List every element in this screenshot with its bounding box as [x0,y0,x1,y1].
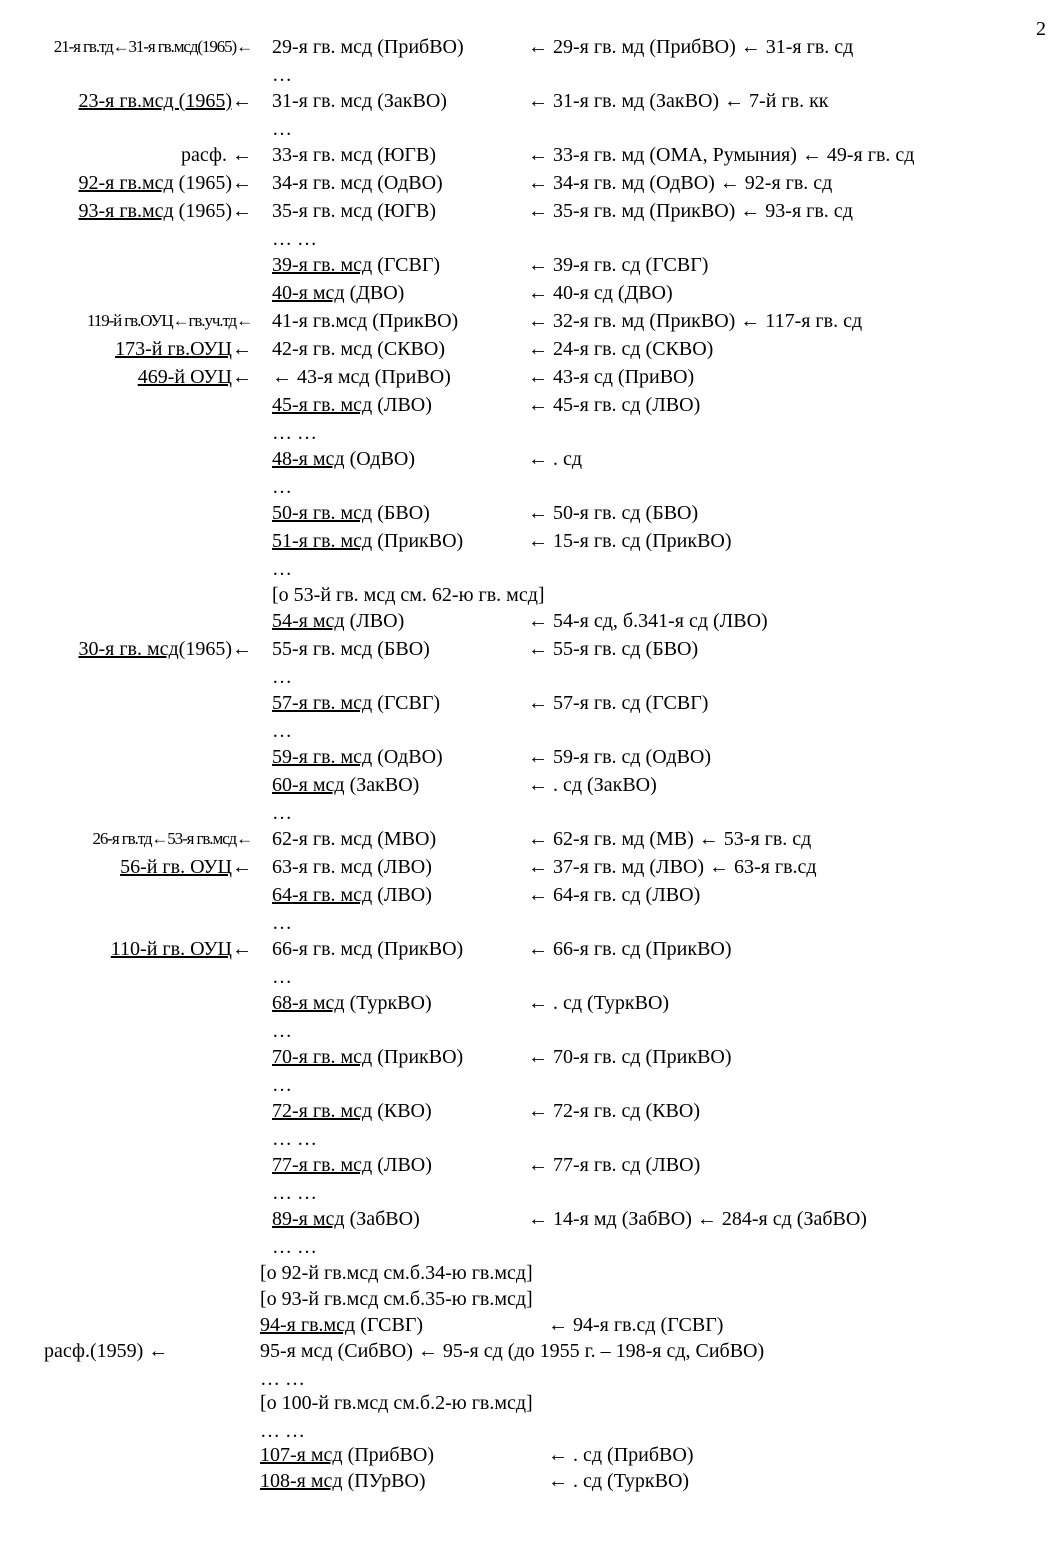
table-row [0,1044,1048,1070]
successor-cell [78,636,252,662]
division-cell [272,772,419,798]
table-row [0,1152,1048,1178]
division-text: [о 93-й гв.мсд см.б.35-ю гв.мсд] [260,1288,533,1310]
division-cell [272,910,292,936]
table-row [0,1098,1048,1124]
predecessor-cell: ← 34-я гв. мд (ОдВО) ← 92-я гв. сд [528,172,833,194]
predecessor-cell: ← 45-я гв. сд (ЛВО) [528,394,701,416]
table-row [0,528,1048,554]
division-cell [260,1468,426,1494]
table-row [0,1338,1048,1364]
division-name: 89-я мсд [272,1208,345,1230]
successor-text: ← [232,90,252,112]
division-name: 54-я мсд [272,610,345,632]
division-text: (ЛВО) [344,610,405,632]
division-name: 39-я гв. мсд [272,254,373,276]
division-name: 107-я мсд [260,1444,343,1466]
table-row [0,308,1048,334]
division-text: … [272,1020,292,1042]
division-text: (КВО) [372,1100,432,1122]
predecessor-cell: ← 70-я гв. сд (ПрикВО) [528,1046,732,1068]
predecessor-cell: ← 33-я гв. мд (ОМА, Румыния) ← 49-я гв. сд [528,144,915,166]
table-row [0,718,1048,744]
successor-text: ← [232,856,252,878]
division-text: … [272,912,292,934]
table-row [0,744,1048,770]
predecessor-cell: ← 32-я гв. мд (ПрикВО) ← 117-я гв. сд [528,310,863,332]
table-row [0,990,1048,1016]
table-row [0,62,1048,88]
division-name: 45-я гв. мсд [272,394,373,416]
division-cell [272,664,292,690]
division-cell [272,882,432,908]
division-text: [о 53-й гв. мсд см. 62-ю гв. мсд] [272,584,545,606]
division-cell [260,1442,434,1468]
successor-cell [120,854,252,880]
division-cell [272,1072,292,1098]
division-text: 95-я мсд (СибВО) ← 95-я сд (до 1955 г. – 198-я сд, СибВО) [260,1340,765,1362]
table-row [0,1390,1048,1416]
division-text: … [272,64,292,86]
predecessor-cell: ← 66-я гв. сд (ПрикВО) [528,938,732,960]
division-cell [272,34,464,60]
division-text: (ЛВО) [372,394,432,416]
division-text: (ЛВО) [372,1154,432,1176]
division-cell [272,990,432,1016]
table-row [0,582,1048,608]
division-cell [272,1180,317,1206]
table-row [0,882,1048,908]
division-cell [260,1312,423,1338]
table-row [0,1018,1048,1044]
division-text: … … [272,1236,317,1258]
division-cell [260,1418,305,1444]
division-cell [272,636,430,662]
division-cell [272,226,317,252]
division-text: 29-я гв. мсд (ПрибВО) [272,36,464,58]
division-text: (ОдВО) [372,746,443,768]
successor-cell [44,1338,168,1364]
table-row [0,142,1048,168]
division-cell [272,556,292,582]
table-row [0,826,1048,852]
table-row [0,116,1048,142]
table-row [0,1234,1048,1260]
division-cell [272,116,292,142]
division-cell [272,170,443,196]
division-cell [260,1286,533,1312]
table-row [0,420,1048,446]
division-name: 108-я мсд [260,1470,343,1492]
table-row [0,690,1048,716]
division-text: … [272,476,292,498]
division-name: 60-я мсд [272,774,345,796]
predecessor-cell: ← 14-я мд (ЗабВО) ← 284-я сд (ЗабВО) [528,1208,867,1230]
division-text: [о 100-й гв.мсд см.б.2-ю гв.мсд] [260,1392,533,1414]
division-text: (ЗабВО) [344,1208,420,1230]
predecessor-cell: ← 31-я гв. мд (ЗакВО) ← 7-й гв. кк [528,90,829,112]
division-text: 31-я гв. мсд (ЗакВО) [272,90,447,112]
table-row [0,1312,1048,1338]
division-cell [272,826,436,852]
table-row [0,280,1048,306]
table-row [0,964,1048,990]
page-number: 2 [1036,18,1046,40]
division-cell [272,1098,432,1124]
successor-cell [54,34,252,60]
predecessor-cell: ← 50-я гв. сд (БВО) [528,502,699,524]
table-row [0,608,1048,634]
predecessor-cell: ← 94-я гв.сд (ГСВГ) [548,1314,724,1336]
division-name: 48-я мсд [272,448,345,470]
successor-cell [78,88,252,114]
successor-cell [93,826,252,852]
division-cell [272,1234,317,1260]
division-cell [272,142,436,168]
division-name: 72-я гв. мсд [272,1100,373,1122]
division-text: … [272,666,292,688]
table-row [0,252,1048,278]
division-text: … … [260,1420,305,1442]
division-text: (ПУрВО) [342,1470,426,1492]
division-cell [272,1152,432,1178]
division-text: 33-я гв. мсд (ЮГВ) [272,144,436,166]
division-text: … … [272,228,317,250]
division-cell [272,500,430,526]
division-cell [272,446,415,472]
predecessor-cell: ← 55-я гв. сд (БВО) [528,638,699,660]
successor-cell [87,308,252,334]
successor-unit: 110-й гв. ОУЦ [110,938,232,960]
predecessor-cell: ← 15-я гв. сд (ПрикВО) [528,530,732,552]
division-text: … … [272,422,317,444]
division-name: 70-я гв. мсд [272,1046,373,1068]
predecessor-cell: ← 59-я гв. сд (ОдВО) [528,746,712,768]
division-text: (ПрикВО) [372,530,464,552]
table-row [0,1418,1048,1444]
division-text: (ГСВГ) [355,1314,424,1336]
table-row [0,854,1048,880]
division-cell [272,88,447,114]
table-row [0,364,1048,390]
table-row [0,1126,1048,1152]
division-name: 94-я гв.мсд [260,1314,356,1336]
division-text: (ОдВО) [344,448,416,470]
division-cell [272,690,440,716]
successor-unit: 469-й ОУЦ [137,366,232,388]
division-name: 40-я мсд [272,282,345,304]
division-text: ← 43-я мсд (ПриВО) [272,366,451,388]
division-cell [272,364,451,390]
division-cell [272,1044,463,1070]
successor-cell [181,142,252,168]
division-text: (ЗакВО) [344,774,420,796]
predecessor-cell: ← 29-я гв. мд (ПрибВО) ← 31-я гв. сд [528,36,854,58]
division-cell [272,964,292,990]
predecessor-cell: ← . сд [528,448,583,470]
table-row [0,500,1048,526]
table-row [0,88,1048,114]
successor-text: (1965)← [178,638,252,660]
table-row [0,446,1048,472]
predecessor-cell: ← 24-я гв. сд (СКВО) [528,338,714,360]
successor-unit: 92-я гв.мсд [78,172,174,194]
successor-text: ← [232,338,252,360]
successor-text: (1965)← [173,200,252,222]
division-cell [272,582,545,608]
successor-unit: 93-я гв.мсд [78,200,174,222]
division-text: (ДВО) [344,282,405,304]
division-name: 57-я гв. мсд [272,692,373,714]
division-cell [272,252,440,278]
division-text: (ГСВГ) [372,692,441,714]
successor-cell [111,936,252,962]
division-name: 68-я мсд [272,992,345,1014]
table-row [0,198,1048,224]
division-text: (ПрикВО) [372,1046,464,1068]
division-name: 64-я гв. мсд [272,884,373,906]
successor-unit: 56-й гв. ОУЦ [120,856,232,878]
table-row [0,34,1048,60]
table-row [0,1442,1048,1468]
successor-text: ← [232,366,252,388]
division-text: … [272,558,292,580]
table-row [0,1206,1048,1232]
successor-cell [78,170,252,196]
table-row [0,474,1048,500]
predecessor-cell: ← 62-я гв. мд (МВ) ← 53-я гв. сд [528,828,812,850]
successor-text: 26-я гв.тд←53-я гв.мсд← [92,829,252,848]
division-cell [272,854,432,880]
table-row [0,1072,1048,1098]
division-text: … [272,802,292,824]
successor-text: ← [232,938,252,960]
successor-unit: 173-й гв.ОУЦ [115,338,232,360]
division-cell [272,1206,420,1232]
division-text: 55-я гв. мсд (БВО) [272,638,430,660]
division-cell [272,336,445,362]
division-cell [260,1366,305,1392]
division-name: 50-я гв. мсд [272,502,373,524]
division-cell [272,1018,292,1044]
division-text: [о 92-й гв.мсд см.б.34-ю гв.мсд] [260,1262,533,1284]
division-cell [260,1338,764,1364]
table-row [0,800,1048,826]
division-text: (ТуркВО) [344,992,432,1014]
successor-cell [115,336,252,362]
successor-text: расф. ← [181,144,252,166]
division-cell [272,392,432,418]
table-row [0,936,1048,962]
predecessor-cell: ← 43-я сд (ПриВО) [528,366,695,388]
division-text: 42-я гв. мсд (СКВО) [272,338,445,360]
division-name: 51-я гв. мсд [272,530,373,552]
predecessor-cell: ← 77-я гв. сд (ЛВО) [528,1154,701,1176]
division-cell [260,1260,533,1286]
table-row [0,1260,1048,1286]
division-name: 59-я гв. мсд [272,746,373,768]
successor-unit: 30-я гв. мсд [78,638,179,660]
table-row [0,1468,1048,1494]
table-row [0,226,1048,252]
division-cell [272,198,436,224]
table-row [0,336,1048,362]
division-text: … [272,966,292,988]
division-text: … [272,720,292,742]
division-text: … … [272,1182,317,1204]
division-text: 62-я гв. мсд (МВО) [272,828,437,850]
predecessor-cell: ← . сд (ЗакВО) [528,774,657,796]
division-cell [272,280,404,306]
predecessor-cell: ← 57-я гв. сд (ГСВГ) [528,692,709,714]
division-text: … [272,1074,292,1096]
division-text: (ГСВГ) [372,254,441,276]
division-text: 35-я гв. мсд (ЮГВ) [272,200,436,222]
predecessor-cell: ← . сд (ТуркВО) [528,992,670,1014]
division-text: 66-я гв. мсд (ПрикВО) [272,938,464,960]
division-text: … [272,118,292,140]
predecessor-cell: ← 39-я гв. сд (ГСВГ) [528,254,709,276]
division-cell [272,420,317,446]
division-cell [272,718,292,744]
successor-text: 119-й гв.ОУЦ←гв.уч.тд← [87,311,252,330]
division-text: 34-я гв. мсд (ОдВО) [272,172,443,194]
table-row [0,556,1048,582]
successor-unit: 23-я гв.мсд (1965) [78,90,232,112]
division-text: … … [272,1128,317,1150]
table-row [0,636,1048,662]
table-row [0,170,1048,196]
division-name: 77-я гв. мсд [272,1154,373,1176]
division-cell [260,1390,533,1416]
table-row [0,392,1048,418]
division-text: (ПрибВО) [342,1444,435,1466]
table-row [0,1180,1048,1206]
division-text: (БВО) [372,502,430,524]
predecessor-cell: ← 40-я сд (ДВО) [528,282,673,304]
predecessor-cell: ← 64-я гв. сд (ЛВО) [528,884,701,906]
successor-cell [78,198,252,224]
division-text: 63-я гв. мсд (ЛВО) [272,856,432,878]
table-row [0,1366,1048,1392]
predecessor-cell: ← . сд (ПрибВО) [548,1444,694,1466]
successor-text: расф.(1959) ← [44,1340,169,1362]
table-row [0,910,1048,936]
predecessor-cell: ← 35-я гв. мд (ПрикВО) ← 93-я гв. сд [528,200,853,222]
predecessor-cell: ← 54-я сд, б.341-я сд (ЛВО) [528,610,768,632]
division-cell [272,744,443,770]
successor-text: 21-я гв.тд←31-я гв.мсд(1965)← [53,37,252,56]
successor-text: (1965)← [173,172,252,194]
predecessor-cell: ← 72-я гв. сд (КВО) [528,1100,701,1122]
division-cell [272,800,292,826]
division-cell [272,308,458,334]
division-text: 41-я гв.мсд (ПрикВО) [272,310,459,332]
division-cell [272,62,292,88]
division-text: (ЛВО) [372,884,432,906]
table-row [0,664,1048,690]
table-row [0,1286,1048,1312]
division-cell [272,608,404,634]
successor-cell [138,364,252,390]
division-cell [272,1126,317,1152]
division-cell [272,936,463,962]
predecessor-cell: ← 37-я гв. мд (ЛВО) ← 63-я гв.сд [528,856,817,878]
division-cell [272,474,292,500]
division-cell [272,528,463,554]
division-text: … … [260,1368,305,1390]
table-row [0,772,1048,798]
predecessor-cell: ← . сд (ТуркВО) [548,1470,690,1492]
